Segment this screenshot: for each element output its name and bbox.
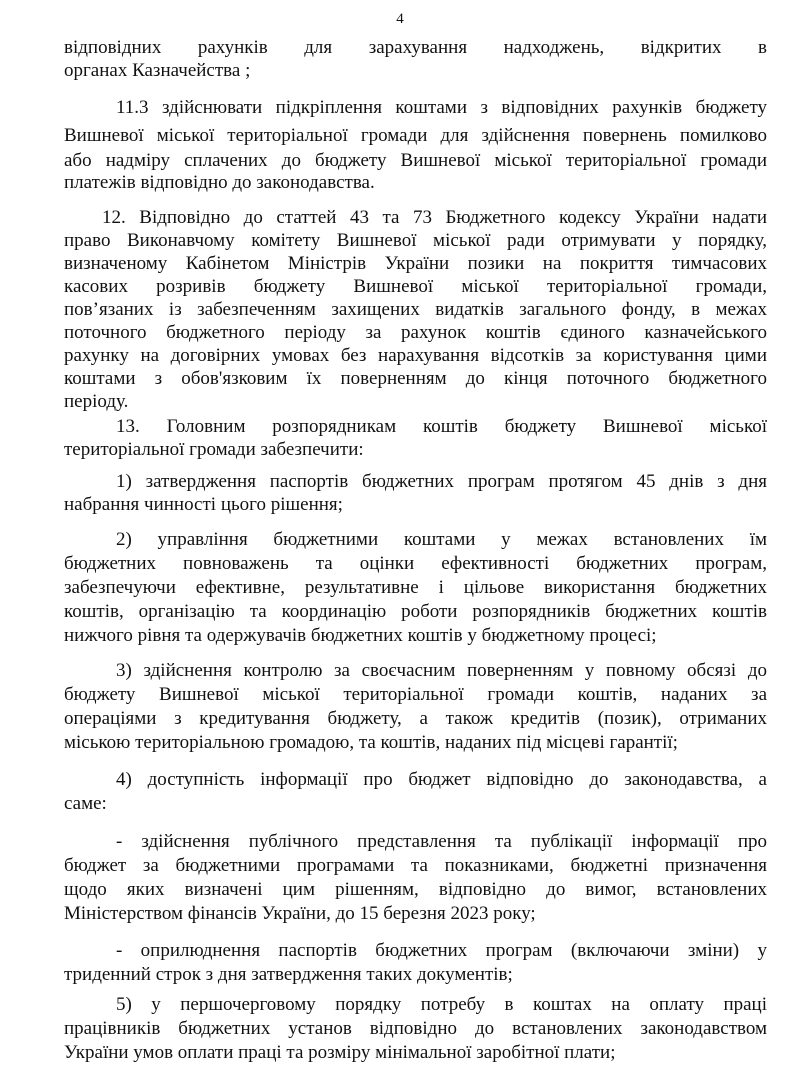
paragraph-line: набрання чинності цього рішення;: [64, 494, 343, 515]
paragraph-line: України умов оплати праці та розміру мінімальної заробітної плати;: [64, 1042, 616, 1063]
paragraph-line: 11.3 здійснювати підкріплення коштами з відповідних рахунків бюджету: [116, 97, 767, 118]
paragraph-line: пов’язаних із забезпеченням захищених видатків загального фонду, в межах: [64, 299, 767, 320]
paragraph-line: щодо яких визначені цим рішенням, відповідно до вимог, встановлених: [64, 879, 767, 900]
paragraph-line: - здійснення публічного представлення та публікації інформації про: [116, 831, 767, 852]
paragraph-line: коштів, організацію та координацію роботи розпорядників бюджетних коштів: [64, 601, 767, 622]
paragraph-line: 5) у першочерговому порядку потребу в коштах на оплату праці: [116, 994, 767, 1015]
paragraph-line: органах Казначейства ;: [64, 60, 251, 81]
paragraph-line: Вишневої міської територіальної громади для здійснення повернень помилково: [64, 125, 767, 146]
page-number: 4: [396, 11, 404, 27]
paragraph-line: саме:: [64, 793, 107, 814]
paragraph-line: територіальної громади забезпечити:: [64, 439, 364, 460]
paragraph-line: 13. Головним розпорядникам коштів бюджету Вишневої міської: [116, 416, 767, 437]
paragraph-line: бюджету Вишневої міської територіальної громади коштів, наданих за: [64, 684, 767, 705]
paragraph-line: визначеному Кабінетом Міністрів України позики на покриття тимчасових: [64, 253, 767, 274]
paragraph-line: працівників бюджетних установ відповідно до встановлених законодавством: [64, 1018, 767, 1039]
paragraph-line: міською територіальною громадою, та коштів, наданих під місцеві гарантії;: [64, 732, 678, 753]
paragraph-line: бюджетних повноважень та оцінки ефективності бюджетних програм,: [64, 553, 767, 574]
paragraph-line: поточного бюджетного періоду за рахунок коштів єдиного казначейського: [64, 322, 767, 343]
paragraph-line: коштами з обов'язковим їх поверненням до кінця поточного бюджетного: [64, 368, 767, 389]
paragraph-line: Міністерством фінансів України, до 15 березня 2023 року;: [64, 903, 536, 924]
paragraph-line: 2) управління бюджетними коштами у межах встановлених їм: [116, 529, 767, 550]
paragraph-line: 3) здійснення контролю за своєчасним поверненням у повному обсязі до: [116, 660, 767, 681]
paragraph-line: триденний строк з дня затвердження таких документів;: [64, 964, 513, 985]
paragraph-line: касових розривів бюджету Вишневої міської територіальної громади,: [64, 276, 767, 297]
paragraph-line: 12. Відповідно до статтей 43 та 73 Бюджетного кодексу України надати: [102, 207, 767, 228]
paragraph-line: періоду.: [64, 391, 129, 412]
paragraph-line: забезпечуючи ефективне, результативне і цільове використання бюджетних: [64, 577, 767, 598]
paragraph-line: - оприлюднення паспортів бюджетних програм (включаючи зміни) у: [116, 940, 767, 961]
paragraph-line: операціями з кредитування бюджету, а також кредитів (позик), отриманих: [64, 708, 767, 729]
paragraph-line: відповідних рахунків для зарахування надходжень, відкритих в: [64, 37, 767, 58]
paragraph-line: нижчого рівня та одержувачів бюджетних коштів у бюджетному процесі;: [64, 625, 657, 646]
paragraph-line: право Виконавчому комітету Вишневої міської ради отримувати у порядку,: [64, 230, 767, 251]
paragraph-line: 4) доступність інформації про бюджет відповідно до законодавства, а: [116, 769, 767, 790]
paragraph-line: платежів відповідно до законодавства.: [64, 172, 375, 193]
paragraph-line: 1) затвердження паспортів бюджетних програм протягом 45 днів з дня: [116, 471, 767, 492]
paragraph-line: або надміру сплачених до бюджету Вишневої міської територіальної громади: [64, 150, 767, 171]
paragraph-line: рахунку на договірних умовах без нарахування відсотків за користування цими: [64, 345, 767, 366]
paragraph-line: бюджет за бюджетними програмами та показниками, бюджетні призначення: [64, 855, 767, 876]
